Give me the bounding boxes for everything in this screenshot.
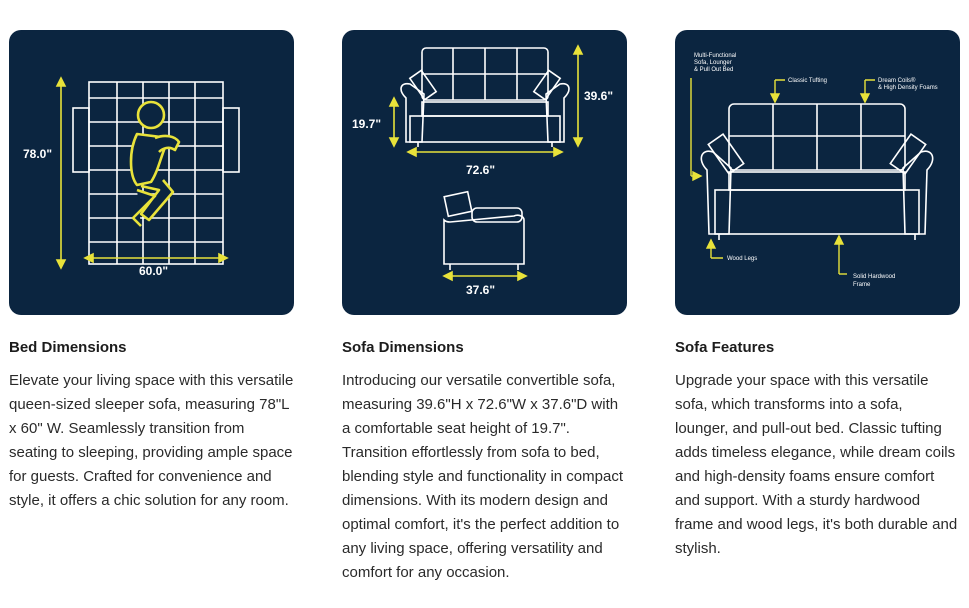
sofa-front-view [401,48,569,147]
sleeping-person-icon [131,102,179,226]
bed-dimensions-description: Elevate your living space with this versatile queen-sized sleeper sofa, measuring 78"L x 60" W. Seamlessly transition from seating to sleeping, providing ample space for guests. Crafted for convenience and style, it offers a chic solution for any room. [9,372,294,509]
seat-height-label: 19.7" [352,117,382,131]
bed-diagram [9,30,294,315]
callout-legs: Wood Legs [727,256,758,262]
sofa-dimensions-description: Introducing our versatile convertible sofa, measuring 39.6"H x 72.6"W x 37.6"D with a comfortable seat height of 19.7". Transition effortlessly from sofa to bed, blending style and functionality in compact dimensions. With its modern design and optimal comfort, it's the perfect addition to any living space, offering versatility and comfort for any occasion. [342,372,624,581]
sofa-dimensions-diagram [342,30,627,315]
sofa-features-description: Upgrade your space with this versatile sofa, which transforms into a sofa, lounger, and pull-out bed. Classic tufting adds timeless elegance, while dream coils and high-density foams ensure comfort and support. With a sturdy hardwood frame and wood legs, it's both durable and stylish. [675,372,958,557]
sofa-width-label: 72.6" [466,163,496,177]
sofa-height-label: 39.6" [584,89,614,103]
sofa-depth-label: 37.6" [466,283,496,297]
sofa-features-title: Sofa Features [675,339,775,356]
sofa-features-sofa [701,104,932,240]
callout-coils: Dream Coils® & High Density Foams [878,78,938,91]
bed-left-arm [73,108,89,172]
bed-dimensions-card [9,30,294,513]
sofa-dimensions-card [342,30,627,585]
sofa-dimensions-title: Sofa Dimensions [342,339,464,356]
sofa-dimensions-figure [342,30,627,315]
bed-length-label: 78.0" [23,147,53,161]
bed-dimensions-figure [9,30,294,315]
bed-right-arm [223,108,239,172]
bed-width-label: 60.0" [139,264,169,278]
sofa-features-diagram [675,30,960,315]
callout-multifunctional: Multi-Functional Sofa, Lounger & Pull Out Bed [694,53,737,73]
callout-frame: Solid Hardwood Frame [853,274,896,288]
sofa-features-card [675,30,960,561]
sofa-side-view [444,192,524,270]
callout-tufting: Classic Tufting [788,78,828,84]
sofa-features-figure [675,30,960,315]
bed-dimensions-title: Bed Dimensions [9,339,127,356]
